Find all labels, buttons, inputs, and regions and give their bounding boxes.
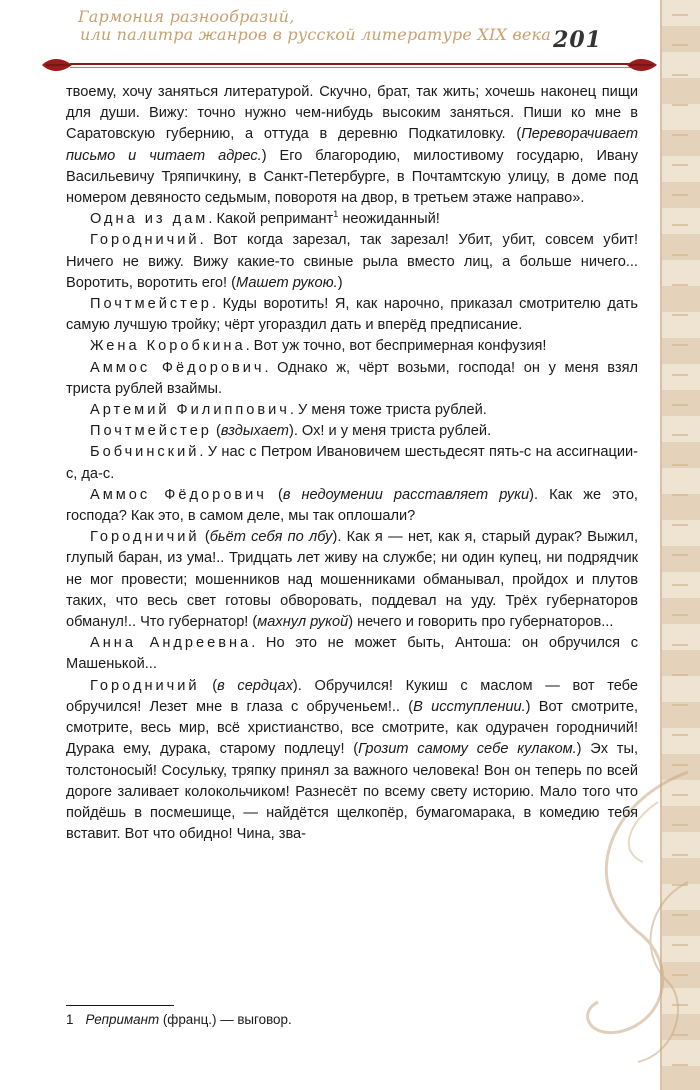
running-title-line-2: или палитра жанров в русской литературе XIX века [80,25,552,44]
paragraph: Одна из дам. Какой репримант$^1$ неожиданный! [90,209,440,228]
paragraph: Жена Коробкина. Вот уж точно, вот беспримерная конфузия! [90,338,547,355]
footnote-marker: 1 [333,209,339,220]
header-rule-thin [70,67,638,68]
paragraph: Городничий (бьёт себя по лбу). Как я — нет, как я, старый дурак? Выжил, глупый баран, из ума!.. Тридцать лет живу на службе; ни один купец, ни подрядчик не мог провести; мошенников над мошенниками обманывал, пройдох и плутов таких, что весь свет готовы обворовать, поддевал на уду. Трёх губернаторов обманул!.. Что губернатор! (махнул рукой) нечего и говорить про губернаторов... [66,529,638,631]
paragraph: Аммос Фёдорович (в недоумении расставляет руки). Как же это, господа? Как это, в самом деле, мы так оплошали? [66,486,638,525]
page-body-text [66,82,638,845]
left-leaf-ornament-icon [40,55,74,75]
running-title-line-1: Гармония разнообразий, [78,7,295,26]
footnote [66,1012,292,1027]
right-leaf-ornament-icon [625,55,659,75]
paragraph: Почтмейстер (вздыхает). Ох! и у меня триста рублей. [90,423,492,440]
paragraph: Городничий (в сердцах). Обручился! Кукиш с маслом — вот тебе обручился! Лезет мне в глаза с обрученьем!.. (В исступлении.) Вот смотрите, смотрите, весь мир, всё христианство, все смотрите, как одурачен городничий! Дурака ему, дурака, старому подлецу! (Грозит самому себе кулаком.) Эх ты, толстоносый! Сосульку, тряпку принял за важного человека! Вон он теперь по всей дороге заливает колокольчиком! Разнесёт по всему свету историю. Мало того что пойдёшь в посмешище, — найдётся щелкопёр, бумагомарака, в комедию тебя вставит. Вот что обидно! Чина, зва- [66,677,639,843]
footnote-rule [66,1005,174,1006]
footnote-term: Репримант [85,1012,160,1027]
paragraph: Аммос Фёдорович. Однако ж, чёрт возьми, господа! он у меня взял триста рублей взаймы. [66,359,639,397]
paragraph: твоему, хочу заняться литературой. Скучно, брат, так жить; хочешь наконец пищи для души. Вижу: точно нужно чем-нибудь высоким заняться. Пиши ко мне в Саратовскую губернию, а оттуда в деревню Подкатиловку. (Переворачивает письмо и читает адрес.) Его благородию, милостивому государю, Ивану Васильевичу Тряпичкину, в Санкт-Петербурге, в Почтамтскую улицу, в доме под номером девяносто седьмым, поворотя на двор, в третьем этаже направо». [66,84,638,207]
running-title [78,8,558,44]
page-number: 201 [553,27,602,53]
paragraph: Анна Андреевна. Но это не может быть, Антоша: он обручился с Машенькой... [66,635,638,673]
footnote-lang: (франц.) [162,1012,217,1027]
footnote-definition: — выговор. [220,1012,292,1027]
header-rule [70,63,638,65]
page-header [0,0,662,76]
paragraph: Почтмейстер. Куды воротить! Я, как нарочно, приказал смотрителю дать самую лучшую тройку; чёрт угораздил дать и вперёд предписание. [66,296,638,334]
paragraph: Городничий. Вот когда зарезал, так зарезал! Убит, убит, совсем убит! Ничего не вижу. Вижу какие-то свиные рыла вместо лиц, а больше ничего... Воротить, воротить его! (Машет рукою.) [66,232,638,291]
paragraph: Бобчинский. У нас с Петром Ивановичем шестьдесят пять-с на ассигнации-с, да-с. [66,444,638,482]
footnote-number: 1 [66,1012,74,1027]
paragraph: Артемий Филиппович. У меня тоже триста рублей. [90,402,487,419]
